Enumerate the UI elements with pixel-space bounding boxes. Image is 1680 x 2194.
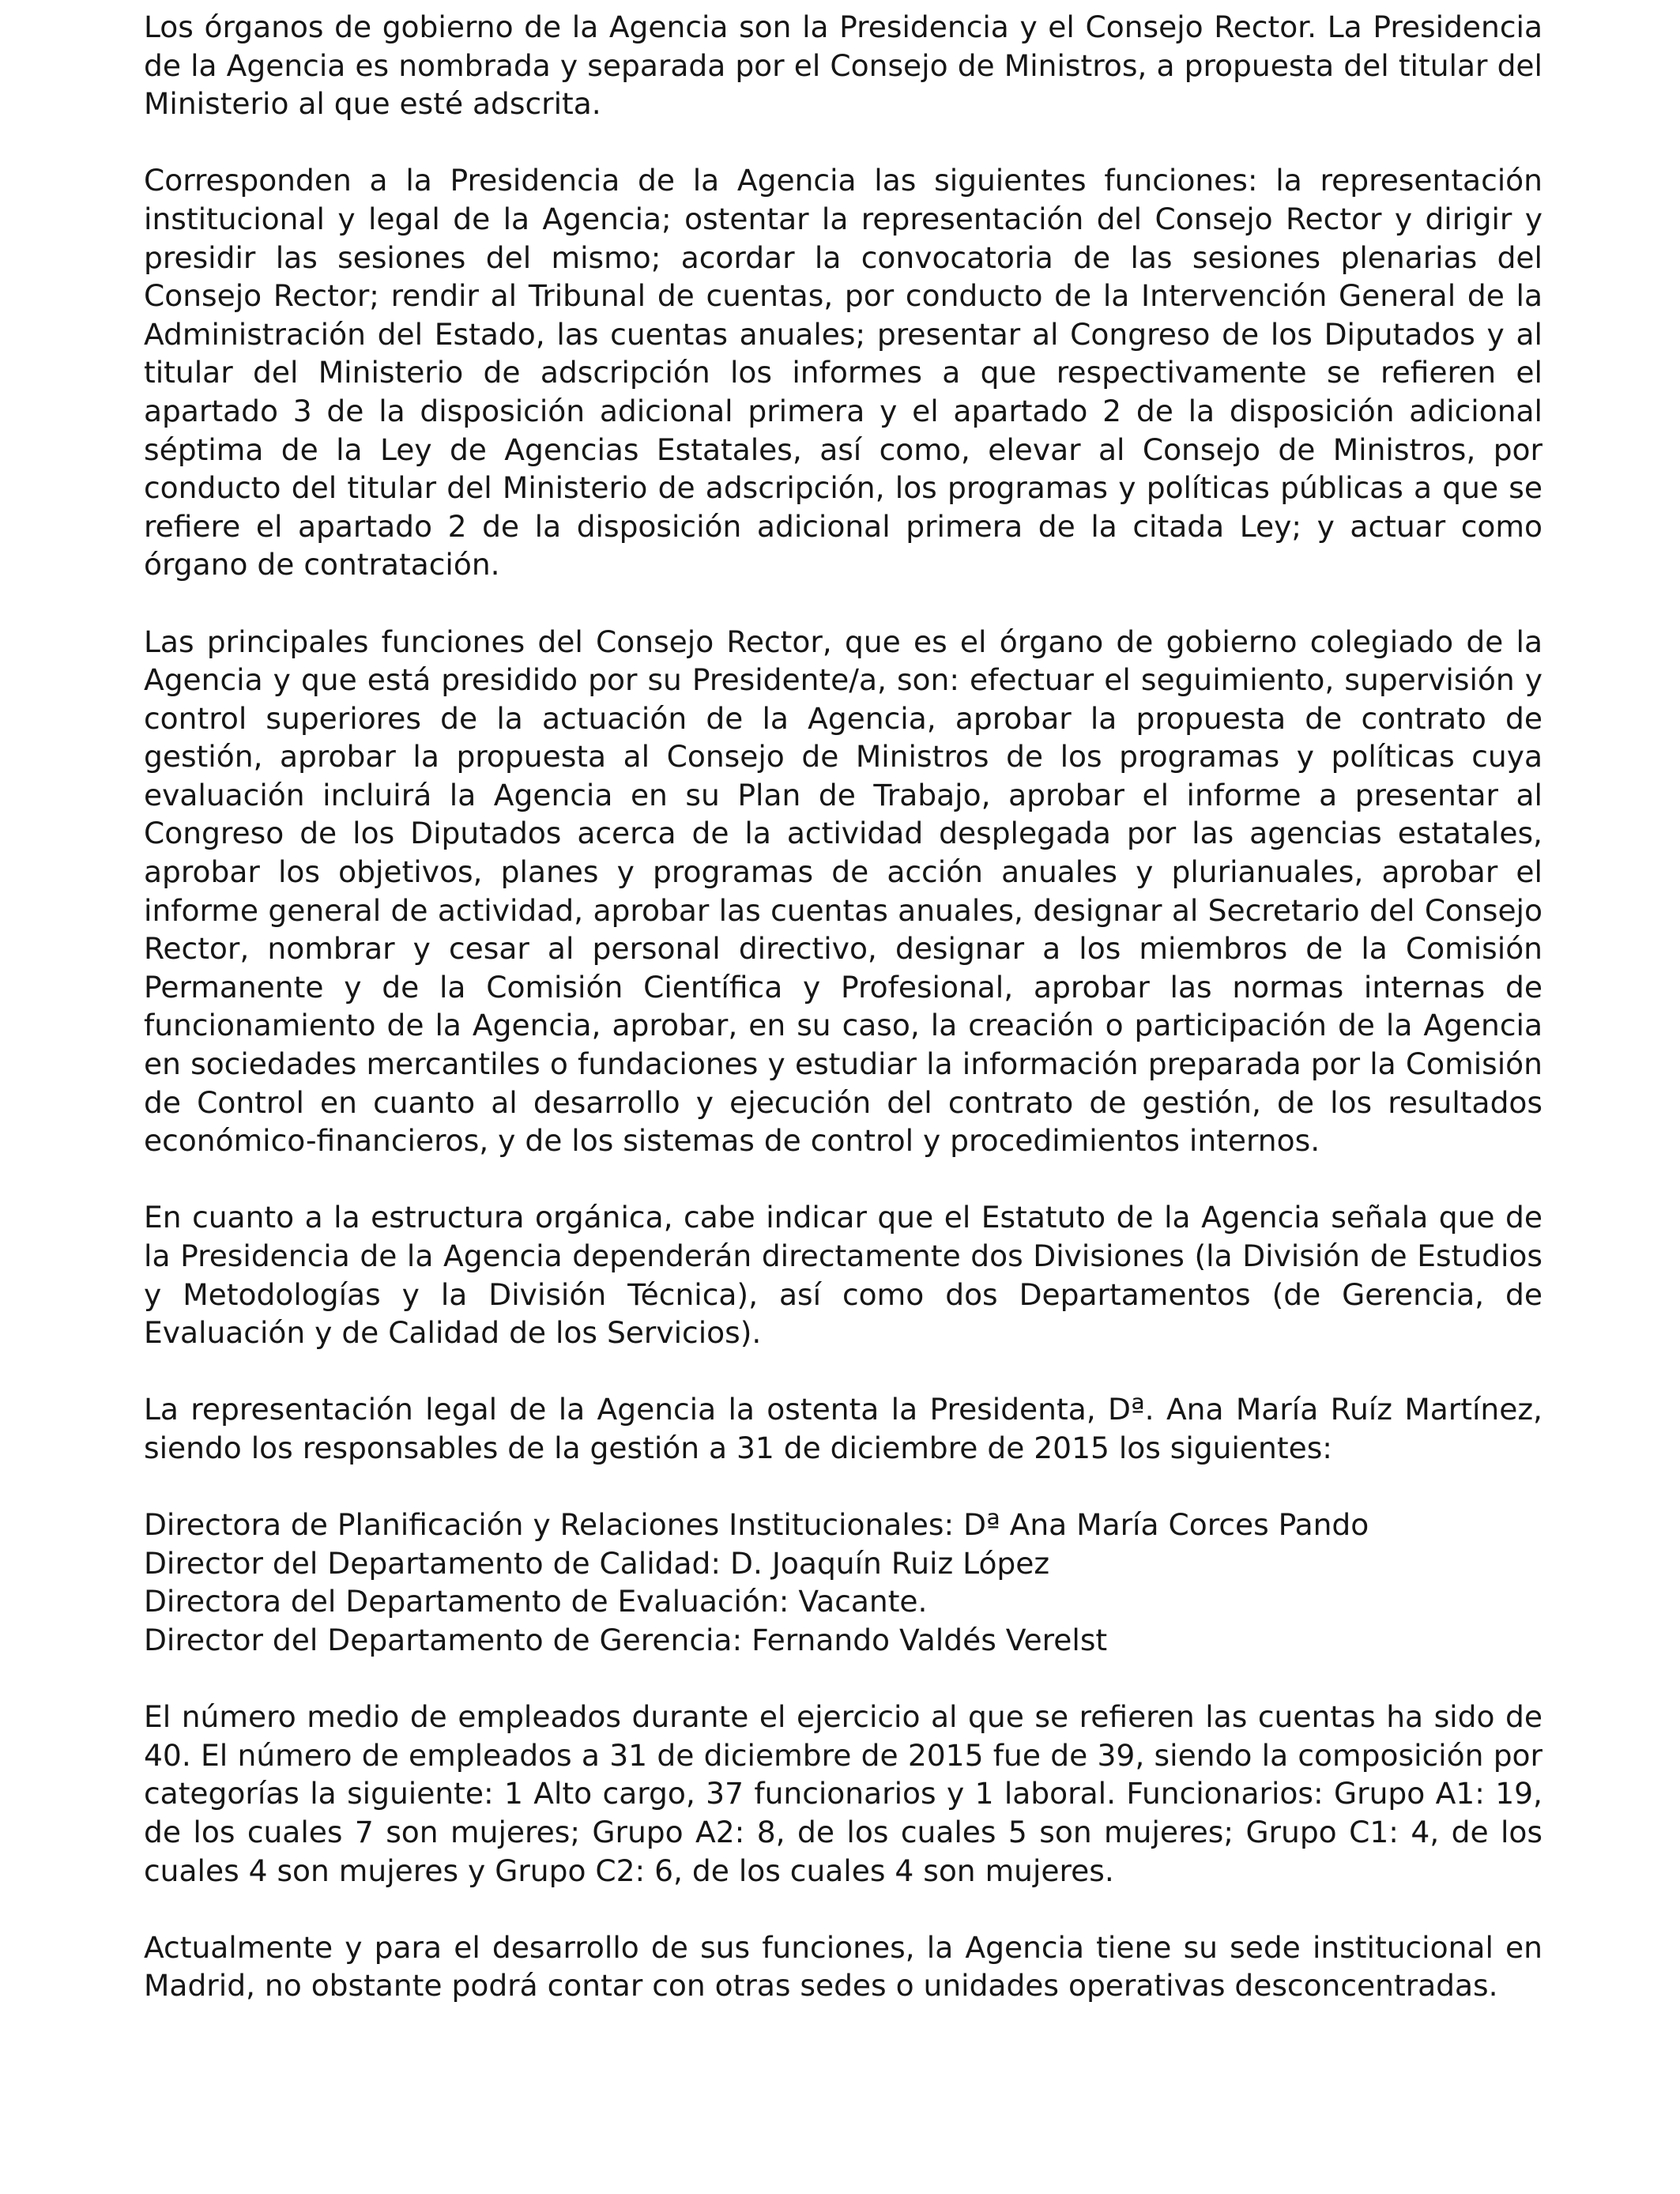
paragraph-governing-bodies: Los órganos de gobierno de la Agencia son la Presidencia y el Consejo Rector. La Presidencia de la Agencia es nombrada y separada por el Consejo de Ministros, a propuesta del titular del Ministerio al que esté adscrita.: [144, 9, 1543, 122]
paragraph-governing-council-functions: Las principales funciones del Consejo Rector, que es el órgano de gobierno colegiado de la Agencia y que está presidido por su Presidente/a, son: efectuar el seguimiento, supervisión y control superiores de la actuación de la Agencia, aprobar la propuesta de contrato de gestión, aprobar la propuesta al Consejo de Ministros de los programas y políticas cuya evaluación incluirá la Agencia en su Plan de Trabajo, aprobar el informe a presentar al Congreso de los Diputados acerca de la actividad desplegada por las agencias estatales, aprobar los objetivos, planes y programas de acción anuales y plurianuales, aprobar el informe general de actividad, aprobar las cuentas anuales, designar al Secretario del Consejo Rector, nombrar y cesar al personal directivo, designar a los miembros de la Comisión Permanente y de la Comisión Científica y Profesional, aprobar las normas internas de funcionamiento de la Agencia, aprobar, en su caso, la creación o participación de la Agencia en sociedades mercantiles o fundaciones y estudiar la información preparada por la Comisión de Control en cuanto al desarrollo y ejecución del contrato de gestión, de los resultados económico-financieros, y de los sistemas de control y procedimientos internos.: [144, 624, 1543, 1159]
manager-management-director: Director del Departamento de Gerencia: Fernando Valdés Verelst: [144, 1622, 1108, 1657]
manager-evaluation-director: Directora del Departamento de Evaluación: Vacante.: [144, 1584, 928, 1619]
manager-quality-director: Director del Departamento de Calidad: D. Joaquín Ruiz López: [144, 1545, 1050, 1581]
manager-planning-director: Directora de Planificación y Relaciones Institucionales: Dª Ana María Corces Pando: [144, 1507, 1369, 1543]
document-page: [144, 8, 1543, 2043]
paragraph-headquarters: Actualmente y para el desarrollo de sus funciones, la Agencia tiene su sede institucional en Madrid, no obstante podrá contar con otras sedes o unidades operativas desconcentradas.: [144, 1929, 1543, 2004]
paragraph-organic-structure: En cuanto a la estructura orgánica, cabe indicar que el Estatuto de la Agencia señala que de la Presidencia de la Agencia dependerán directamente dos Divisiones (la División de Estudios y Metodologías y la División Técnica), así como dos Departamentos (de Gerencia, de Evaluación y de Calidad de los Servicios).: [144, 1200, 1543, 1351]
paragraph-legal-representation: La representación legal de la Agencia la ostenta la Presidenta, Dª. Ana María Ruíz Martínez, siendo los responsables de la gestión a 31 de diciembre de 2015 los siguientes:: [144, 1392, 1543, 1465]
paragraph-employees: El número medio de empleados durante el ejercicio al que se refieren las cuentas ha sido de 40. El número de empleados a 31 de diciembre de 2015 fue de 39, siendo la composición por categorías la siguiente: 1 Alto cargo, 37 funcionarios y 1 laboral. Funcionarios: Grupo A1: 19, de los cuales 7 son mujeres; Grupo A2: 8, de los cuales 5 son mujeres; Grupo C1: 4, de los cuales 4 son mujeres y Grupo C2: 6, de los cuales 4 son mujeres.: [144, 1699, 1543, 1888]
paragraph-presidency-functions: Corresponden a la Presidencia de la Agencia las siguientes funciones: la representación institucional y legal de la Agencia; ostentar la representación del Consejo Rector y dirigir y presidir las sesiones del mismo; acordar la convocatoria de las sesiones plenarias del Consejo Rector; rendir al Tribunal de cuentas, por conducto de la Intervención General de la Administración del Estado, las cuentas anuales; presentar al Congreso de los Diputados y al titular del Ministerio de adscripción los informes a que respectivamente se refieren el apartado 3 de la disposición adicional primera y el apartado 2 de la disposición adicional séptima de la Ley de Agencias Estatales, así como, elevar al Consejo de Ministros, por conducto del titular del Ministerio de adscripción, los programas y políticas públicas a que se refiere el apartado 2 de la disposición adicional primera de la citada Ley; y actuar como órgano de contratación.: [144, 163, 1543, 582]
managers-list: [144, 1506, 1543, 1659]
